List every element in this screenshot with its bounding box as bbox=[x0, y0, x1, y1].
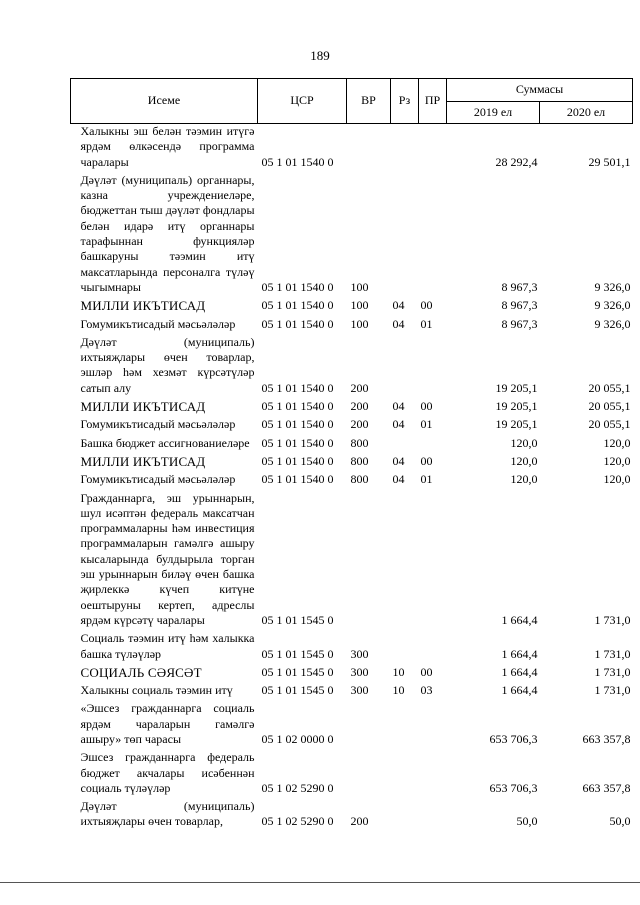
row-rz: 04 bbox=[392, 399, 405, 414]
row-rz bbox=[391, 124, 419, 170]
row-name: МИЛЛИ ИКЪТИСАД bbox=[80, 399, 206, 415]
row-sum-2019: 1 664,4 bbox=[501, 612, 538, 627]
row-vr: 800 bbox=[350, 472, 369, 487]
row-rz bbox=[391, 332, 419, 396]
row-name: МИЛЛИ ИКЪТИСАД bbox=[80, 298, 206, 314]
row-csr: 05 1 01 1540 0 bbox=[261, 453, 334, 468]
table-row bbox=[71, 662, 633, 680]
row-name: Халыкны эш белән тәэмин итүгә ярдәм өлкәсендә программа чаралары bbox=[80, 124, 255, 169]
row-name: МИЛЛИ ИКЪТИСАД bbox=[80, 453, 206, 469]
row-sum-2019: 120,0 bbox=[510, 472, 538, 487]
row-vr: 300 bbox=[350, 664, 369, 679]
row-name: Халыкны социаль тәэмин итү bbox=[80, 683, 233, 698]
row-vr: 100 bbox=[350, 279, 369, 294]
table-row bbox=[71, 451, 633, 469]
row-pr bbox=[419, 628, 447, 662]
row-sum-2020: 50,0 bbox=[609, 814, 631, 829]
row-csr: 05 1 01 1540 0 bbox=[261, 316, 334, 331]
row-csr: 05 1 01 1540 0 bbox=[261, 298, 334, 313]
table-row bbox=[71, 488, 633, 629]
row-rz: 04 bbox=[392, 417, 405, 432]
row-vr: 300 bbox=[350, 646, 369, 661]
row-vr: 800 bbox=[350, 435, 369, 450]
row-rz bbox=[391, 170, 419, 295]
table-row bbox=[71, 295, 633, 313]
row-pr: 00 bbox=[420, 399, 433, 414]
row-sum-2019: 8 967,3 bbox=[501, 279, 538, 294]
row-sum-2020: 663 357,8 bbox=[582, 780, 631, 795]
row-pr: 03 bbox=[420, 683, 433, 698]
row-sum-2020: 20 055,1 bbox=[588, 417, 631, 432]
row-sum-2019: 8 967,3 bbox=[501, 298, 538, 313]
row-name: Гомумикътисадый мәсьәләләр bbox=[80, 316, 236, 331]
row-sum-2020: 120,0 bbox=[603, 435, 631, 450]
row-rz bbox=[391, 747, 419, 796]
row-vr bbox=[347, 488, 391, 629]
table-row bbox=[71, 124, 633, 170]
row-sum-2019: 653 706,3 bbox=[489, 780, 538, 795]
header-rz: Рз bbox=[391, 79, 419, 124]
table-row bbox=[71, 469, 633, 487]
row-csr: 05 1 01 1540 0 bbox=[261, 417, 334, 432]
row-pr bbox=[419, 698, 447, 747]
header-csr: ЦСР bbox=[258, 79, 347, 124]
row-pr bbox=[419, 747, 447, 796]
row-name: Гомумикътисадый мәсьәләләр bbox=[80, 417, 236, 432]
header-pr: ПР bbox=[419, 79, 447, 124]
row-csr: 05 1 02 5290 0 bbox=[261, 814, 334, 829]
row-pr bbox=[419, 433, 447, 451]
row-sum-2020: 120,0 bbox=[603, 472, 631, 487]
row-sum-2019: 653 706,3 bbox=[489, 731, 538, 746]
row-sum-2020: 1 731,0 bbox=[594, 683, 631, 698]
row-sum-2019: 1 664,4 bbox=[501, 664, 538, 679]
row-pr: 00 bbox=[420, 298, 433, 313]
header-vr: ВР bbox=[347, 79, 391, 124]
row-sum-2020: 663 357,8 bbox=[582, 731, 631, 746]
row-pr bbox=[419, 488, 447, 629]
row-sum-2020: 29 501,1 bbox=[588, 154, 631, 169]
row-csr: 05 1 01 1545 0 bbox=[261, 683, 334, 698]
header-sums: Суммасы bbox=[447, 79, 633, 102]
page-bottom-divider bbox=[0, 882, 640, 883]
row-sum-2019: 120,0 bbox=[510, 453, 538, 468]
table-row bbox=[71, 396, 633, 414]
row-sum-2020: 120,0 bbox=[603, 453, 631, 468]
row-pr: 01 bbox=[420, 417, 433, 432]
table-row bbox=[71, 747, 633, 796]
row-rz: 04 bbox=[392, 472, 405, 487]
row-vr: 200 bbox=[350, 814, 369, 829]
row-csr: 05 1 01 1540 0 bbox=[261, 154, 334, 169]
header-year-2019: 2019 ел bbox=[447, 102, 540, 124]
header-year-2020: 2020 ел bbox=[540, 102, 633, 124]
row-csr: 05 1 01 1540 0 bbox=[261, 435, 334, 450]
row-vr bbox=[347, 124, 391, 170]
table-row bbox=[71, 796, 633, 830]
row-sum-2020: 9 326,0 bbox=[594, 298, 631, 313]
row-sum-2020: 20 055,1 bbox=[588, 380, 631, 395]
row-name: Гомумикътисадый мәсьәләләр bbox=[80, 472, 236, 487]
row-pr bbox=[419, 796, 447, 830]
row-sum-2019: 8 967,3 bbox=[501, 316, 538, 331]
row-sum-2019: 1 664,4 bbox=[501, 683, 538, 698]
row-pr: 01 bbox=[420, 472, 433, 487]
table-row bbox=[71, 433, 633, 451]
row-name: Гражданнарга, эш урыннарын, шул исәптән федераль максатчан программаларны һәм инвестиция программаларын гамәлгә ашыру кысаларында булдырыла торган эш урыннарын биләү өчен башка җирлеккә күчеп китүне оештыруны кертеп, адреслы ярдәм күрсәтү чаралары bbox=[80, 490, 255, 627]
row-rz: 04 bbox=[392, 453, 405, 468]
table-row bbox=[71, 628, 633, 662]
row-rz bbox=[391, 628, 419, 662]
row-name: Башка бюджет ассигнованиеләре bbox=[80, 435, 250, 450]
table-row bbox=[71, 332, 633, 396]
row-csr: 05 1 01 1540 0 bbox=[261, 380, 334, 395]
row-csr: 05 1 02 5290 0 bbox=[261, 780, 334, 795]
row-vr: 800 bbox=[350, 453, 369, 468]
table-row bbox=[71, 314, 633, 332]
page-number: 189 bbox=[310, 48, 330, 63]
row-vr: 200 bbox=[350, 399, 369, 414]
row-rz bbox=[391, 433, 419, 451]
table-body bbox=[71, 124, 633, 830]
row-csr: 05 1 02 0000 0 bbox=[261, 731, 334, 746]
row-pr bbox=[419, 124, 447, 170]
row-name: Дәүләт (муниципаль) ихтыяҗлары өчен товарлар, bbox=[80, 799, 255, 829]
header-name: Исеме bbox=[71, 79, 258, 124]
table-row bbox=[71, 680, 633, 698]
row-csr: 05 1 01 1545 0 bbox=[261, 612, 334, 627]
row-rz bbox=[391, 488, 419, 629]
row-csr: 05 1 01 1545 0 bbox=[261, 646, 334, 661]
row-rz: 10 bbox=[392, 683, 405, 698]
row-sum-2020: 1 731,0 bbox=[594, 664, 631, 679]
row-pr: 00 bbox=[420, 664, 433, 679]
table-row bbox=[71, 414, 633, 432]
row-sum-2019: 28 292,4 bbox=[495, 154, 538, 169]
row-sum-2020: 9 326,0 bbox=[594, 316, 631, 331]
row-sum-2019: 19 205,1 bbox=[495, 399, 538, 414]
row-sum-2019: 50,0 bbox=[516, 814, 538, 829]
row-vr: 100 bbox=[350, 316, 369, 331]
row-vr bbox=[347, 747, 391, 796]
row-rz: 04 bbox=[392, 316, 405, 331]
row-name: Дәүләт (муниципаль) органнары, казна учреждениеләре, бюджеттан тыш дәүләт фондлары белән идарә итү органнары тарафыннан функцияләр башкаруны тәэмин итү максатларында персоналга түләү чыгымнары bbox=[80, 172, 255, 294]
row-sum-2020: 1 731,0 bbox=[594, 646, 631, 661]
row-csr: 05 1 01 1540 0 bbox=[261, 279, 334, 294]
row-name: Дәүләт (муниципаль) ихтыяҗлары өчен товарлар, эшләр һәм хезмәт күрсәтүләр сатып алу bbox=[80, 334, 255, 395]
row-pr: 01 bbox=[420, 316, 433, 331]
table-row bbox=[71, 170, 633, 295]
budget-table bbox=[70, 78, 633, 830]
row-vr: 300 bbox=[350, 683, 369, 698]
table-header bbox=[71, 79, 633, 124]
row-pr: 00 bbox=[420, 453, 433, 468]
row-name: Эшсез гражданнарга федераль бюджет акчалары исәбеннән социаль түләүләр bbox=[80, 750, 255, 795]
row-pr bbox=[419, 332, 447, 396]
row-sum-2019: 1 664,4 bbox=[501, 646, 538, 661]
row-rz: 04 bbox=[392, 298, 405, 313]
row-vr: 200 bbox=[350, 417, 369, 432]
row-sum-2019: 19 205,1 bbox=[495, 380, 538, 395]
row-name: «Эшсез гражданнарга социаль ярдәм чараларын гамәлгә ашыру» төп чарасы bbox=[80, 701, 255, 746]
row-pr bbox=[419, 170, 447, 295]
row-name: СОЦИАЛЬ СӘЯСӘТ bbox=[80, 664, 202, 680]
row-csr: 05 1 01 1540 0 bbox=[261, 472, 334, 487]
table-row bbox=[71, 698, 633, 747]
row-sum-2020: 20 055,1 bbox=[588, 399, 631, 414]
row-csr: 05 1 01 1540 0 bbox=[261, 399, 334, 414]
row-sum-2019: 19 205,1 bbox=[495, 417, 538, 432]
row-rz: 10 bbox=[392, 664, 405, 679]
row-vr: 100 bbox=[350, 298, 369, 313]
row-vr bbox=[347, 698, 391, 747]
row-rz bbox=[391, 698, 419, 747]
row-name: Социаль тәэмин итү һәм халыкка башка түләүләр bbox=[80, 631, 255, 661]
row-sum-2019: 120,0 bbox=[510, 435, 538, 450]
row-rz bbox=[391, 796, 419, 830]
row-vr: 200 bbox=[350, 380, 369, 395]
row-csr: 05 1 01 1545 0 bbox=[261, 664, 334, 679]
row-sum-2020: 1 731,0 bbox=[594, 612, 631, 627]
row-sum-2020: 9 326,0 bbox=[594, 279, 631, 294]
